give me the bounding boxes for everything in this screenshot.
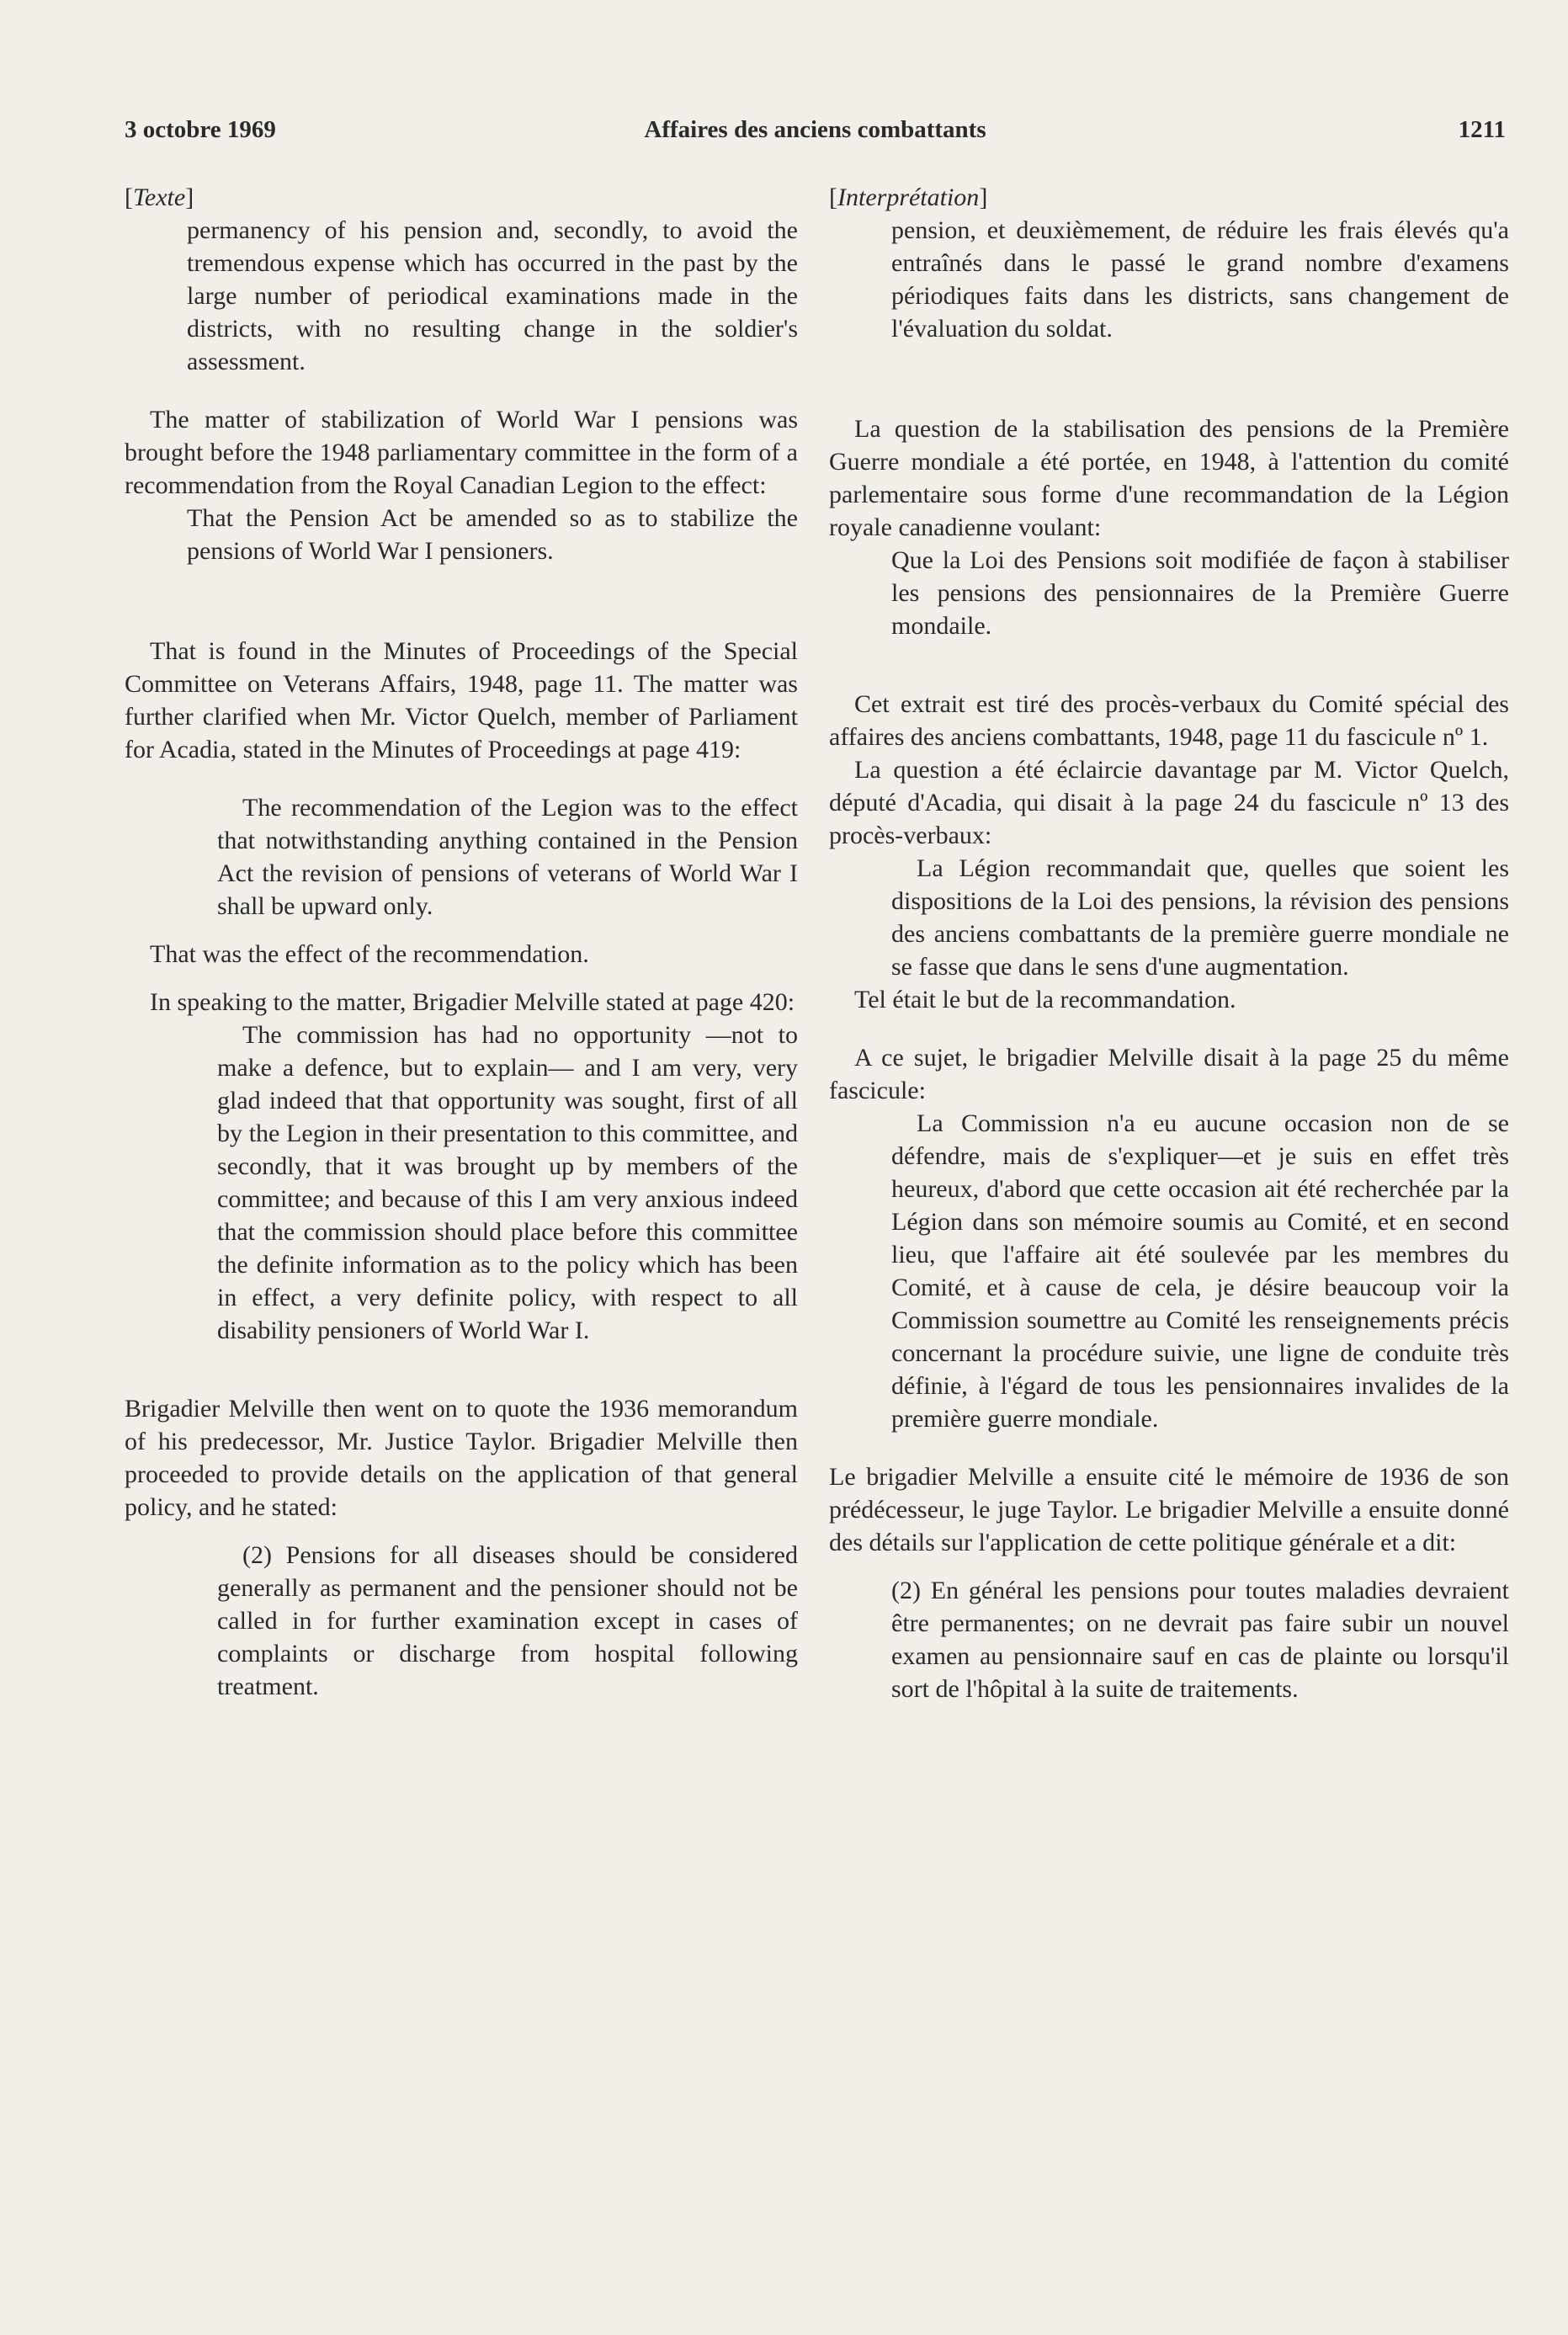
paragraph: A ce sujet, le brigadier Melville disait à la page 25 du même fascicule:: [829, 1044, 1509, 1104]
paragraph: That was the effect of the recommendation.: [150, 940, 589, 968]
page-header: [125, 116, 1506, 150]
paragraph: La question de la stabilisation des pensions de la Première Guerre mondiale a été portée, en 1948, à l'attention du comité parlementaire sous forme d'une recommandation de la Légion royale canadienne voulant:: [829, 415, 1509, 541]
quote: (2) En général les pensions pour toutes maladies devraient être permanentes; on ne devrait pas faire subir un nouvel examen au pensionnaire sauf en cas de plainte ou lorsqu'il sort de l'hôpital à la suite de traitements.: [891, 1577, 1509, 1703]
header-date: 3 octobre 1969: [125, 116, 276, 143]
column-label-interpretation: [Interprétation]: [829, 184, 988, 211]
english-column: [125, 181, 798, 1703]
column-label-texte: [Texte]: [125, 184, 194, 211]
quote: Que la Loi des Pensions soit modifiée de façon à stabiliser les pensions des pensionnaires de la Première Guerre mondaile.: [891, 546, 1509, 640]
paragraph: Tel était le but de la recommandation.: [854, 986, 1236, 1013]
paragraph: permanency of his pension and, secondly, to avoid the tremendous expense which has occurred in the past by the large number of periodical examinations made in the districts, with no resulting change in the soldier's assessment.: [187, 216, 798, 375]
quote: The commission has had no opportunity —not to make a defence, but to explain— and I am very, very glad indeed that that opportunity was sought, first of all by the Legion in their presentation to this committee, and secondly, that it was brought up by members of the committee; and because of this I am very anxious indeed that the commission should place before this committee the definite information as to the policy which has been in effect, a very definite policy, with respect to all disability pensioners of World War I.: [217, 1021, 798, 1344]
french-column: [829, 181, 1509, 1705]
paragraph: Le brigadier Melville a ensuite cité le mémoire de 1936 de son prédécesseur, le juge Taylor. Le brigadier Melville a ensuite donné des détails sur l'application de cette politique générale et a dit:: [829, 1463, 1509, 1556]
paragraph: Brigadier Melville then went on to quote the 1936 memorandum of his predecessor, Mr. Justice Taylor. Brigadier Melville then proceeded to provide details on the application of that general policy, and he stated:: [125, 1395, 798, 1521]
quote: The recommendation of the Legion was to the effect that notwithstanding anything contained in the Pension Act the revision of pensions of veterans of World War I shall be upward only.: [217, 794, 798, 920]
paragraph: Cet extrait est tiré des procès-verbaux du Comité spécial des affaires des anciens combattants, 1948, page 11 du fascicule nº 1.: [829, 690, 1509, 751]
quote: That the Pension Act be amended so as to stabilize the pensions of World War I pensioners.: [187, 504, 798, 565]
quote: La Légion recommandait que, quelles que soient les dispositions de la Loi des pensions, la révision des pensions des anciens combattants de la première guerre mondiale ne se fasse que dans le sens d'une augmentation.: [891, 854, 1509, 981]
quote: La Commission n'a eu aucune occasion non de se défendre, mais de s'expliquer—et je suis en effet très heureux, d'abord que cette occasion ait été recherchée par la Légion dans son mémoire soumis au Comité, et en second lieu, que l'affaire ait été soulevée par les membres du Comité, et à cause de cela, je désire beaucoup voir la Commission soumettre au Comité les renseignements précis concernant la procédure suivie, une ligne de conduite très définie, à l'égard de tous les pensionnaires invalides de la première guerre mondiale.: [891, 1109, 1509, 1433]
paragraph: La question a été éclaircie davantage par M. Victor Quelch, député d'Acadia, qui disait à la page 24 du fascicule nº 13 des procès-verbaux:: [829, 756, 1509, 849]
header-title: Affaires des anciens combattants: [644, 116, 986, 143]
paragraph: In speaking to the matter, Brigadier Melville stated at page 420:: [150, 988, 795, 1016]
paragraph: The matter of stabilization of World War I pensions was brought before the 1948 parliamentary committee in the form of a recommendation from the Royal Canadian Legion to the effect:: [125, 406, 798, 499]
quote: (2) Pensions for all diseases should be considered generally as permanent and the pensioner should not be called in for further examination except in cases of complaints or discharge from hospital following treatment.: [217, 1541, 798, 1700]
header-page-number: 1211: [1458, 116, 1506, 143]
paragraph: pension, et deuxièmement, de réduire les frais élevés qu'a entraînés dans le passé le grand nombre d'examens périodiques faits dans les districts, sans changement de l'évaluation du soldat.: [891, 216, 1509, 343]
paragraph: That is found in the Minutes of Proceedings of the Special Committee on Veterans Affairs, 1948, page 11. The matter was further clarified when Mr. Victor Quelch, member of Parliament for Acadia, stated in the Minutes of Proceedings at page 419:: [125, 637, 798, 763]
